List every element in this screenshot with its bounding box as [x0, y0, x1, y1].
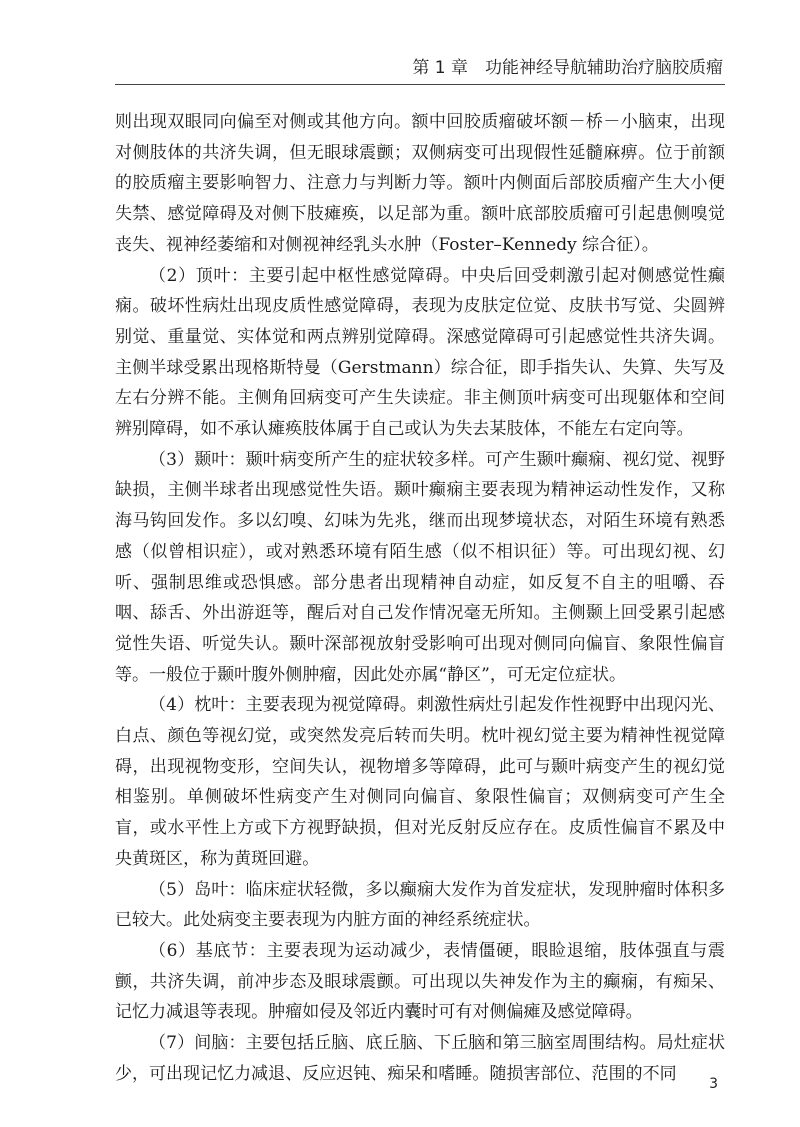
paragraph-basal-ganglia: （6）基底节：主要表现为运动减少，表情僵硬，眼睑退缩，肢体强直与震颤，共济失调，前冲步态及眼球震颤。可出现以失神发作为主的癫痫，有痴呆、记忆力减退等表现。肿瘤如侵及邻近内囊时可有对侧偏瘫及感觉障碍。	[115, 940, 725, 1023]
paragraph-parietal: （2）顶叶：主要引起中枢性感觉障碍。中央后回受刺激引起对侧感觉性癫痫。破坏性病灶出现皮质性感觉障碍，表现为皮肤定位觉、皮肤书写觉、尖圆辨别觉、重量觉、实体觉和两点辨别觉障碍。深感觉障碍可引起感觉性共济失调。主侧半球受累出现格斯特曼（Gerstmann）综合征，即手指失认、失算、失写及左右分辨不能。主侧角回病变可产生失读症。非主侧顶叶病变可出现躯体和空间辨别障碍，如不承认瘫痪肢体属于自己或认为失去某肢体，不能左右定向等。	[115, 265, 725, 440]
chapter-title: 第 1 章 功能神经导航辅助治疗脑胶质瘤	[412, 58, 723, 78]
running-header	[115, 58, 725, 85]
page-number: 3	[709, 1076, 718, 1092]
paragraph-occipital: （4）枕叶：主要表现为视觉障碍。刺激性病灶引起发作性视野中出现闪光、白点、颜色等视幻觉，或突然发亮后转而失明。枕叶视幻觉主要为精神性视觉障碍，出现视物变形，空间失认，视物增多等障碍，此可与颞叶病变产生的视幻觉相鉴别。单侧破坏性病变产生对侧同向偏盲、象限性偏盲；双侧病变可产生全盲，或水平性上方或下方视野缺损，但对光反射反应存在。皮质性偏盲不累及中央黄斑区，称为黄斑回避。	[115, 695, 725, 869]
paragraph-frontal-cont: 则出现双眼同向偏至对侧或其他方向。额中回胶质瘤破坏额－桥－小脑束，出现对侧肢体的共济失调，但无眼球震颤；双侧病变可出现假性延髓麻痹。位于前额的胶质瘤主要影响智力、注意力与判断力等。额叶内侧面后部胶质瘤产生大小便失禁、感觉障碍及对侧下肢瘫痪，以足部为重。额叶底部胶质瘤可引起患侧嗅觉丧失、视神经萎缩和对侧视神经乳头水肿（Foster–Kennedy 综合征）。	[115, 112, 725, 255]
paragraph-insula: （5）岛叶：临床症状轻微，多以癫痫大发作为首发症状，发现肿瘤时体积多已较大。此处病变主要表现为内脏方面的神经系统症状。	[115, 879, 725, 931]
paragraph-diencephalon: （7）间脑：主要包括丘脑、底丘脑、下丘脑和第三脑室周围结构。局灶症状少，可出现记忆力减退、反应迟钝、痴呆和嗜睡。随损害部位、范围的不同	[115, 1033, 725, 1084]
paragraph-temporal: （3）颞叶：颞叶病变所产生的症状较多样。可产生颞叶癫痫、视幻觉、视野缺损，主侧半球者出现感觉性失语。颞叶癫痫主要表现为精神运动性发作，又称海马钩回发作。多以幻嗅、幻味为先兆，继而出现梦境状态，对陌生环境有熟悉感（似曾相识症），或对熟悉环境有陌生感（似不相识征）等。可出现幻视、幻听、强制思维或恐惧感。部分患者出现精神自动症，如反复不自主的咀嚼、吞咽、舔舌、外出游逛等，醒后对自己发作情况毫无所知。主侧颞上回受累引起感觉性失语、听觉失认。颞叶深部视放射受影响可出现对侧同向偏盲、象限性偏盲等。一般位于颞叶腹外侧肿瘤，因此处亦属“静区”，可无定位症状。	[115, 449, 725, 685]
body-text	[115, 107, 725, 1090]
